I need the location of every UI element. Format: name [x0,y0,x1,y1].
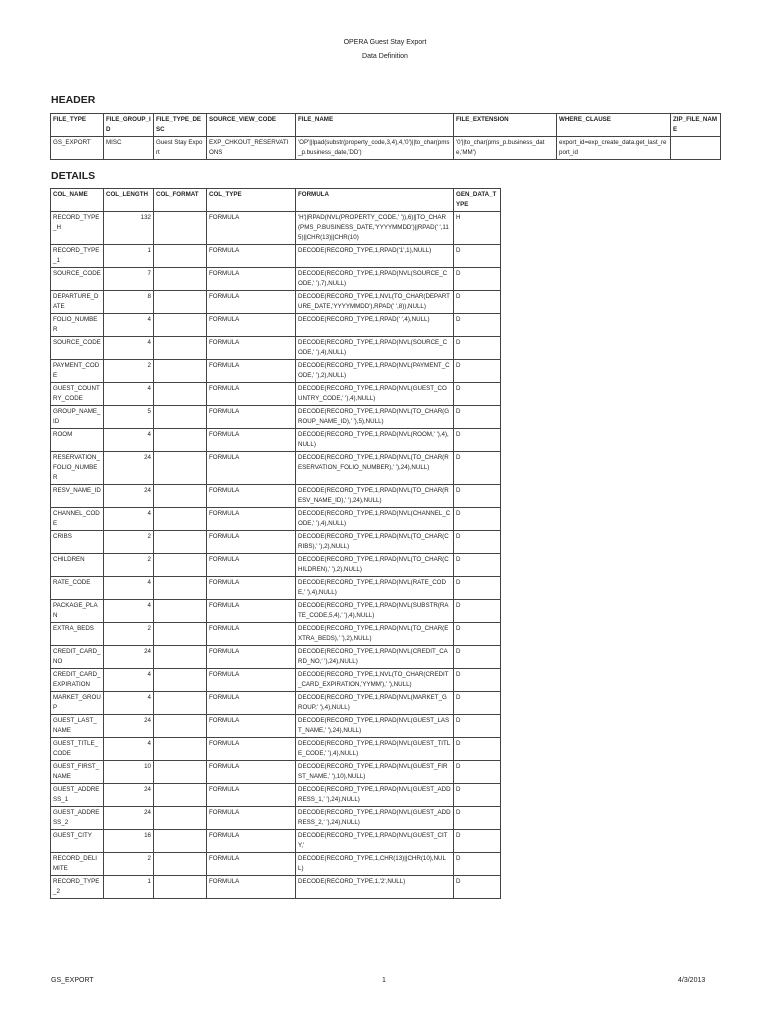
table-cell: FORMULA [207,485,296,508]
table-cell: 4 [104,669,154,692]
table-cell: RECORD_TYPE_2 [51,876,104,899]
table-cell: DECODE(RECORD_TYPE,1,RPAD(NVL(TO_CHAR(CHILDREN),' '),2),NULL) [296,554,454,577]
table-cell: D [454,715,501,738]
table-cell: 132 [104,212,154,245]
table-cell [671,137,721,160]
table-row [51,715,501,738]
table-cell: 1 [104,876,154,899]
table-cell: 2 [104,531,154,554]
table-cell: DECODE(RECORD_TYPE,1,RPAD(NVL(TO_CHAR(RESV_NAME_ID),' '),24),NULL) [296,485,454,508]
table-row [51,830,501,853]
table-cell [154,600,207,623]
table-cell: DECODE(RECORD_TYPE,1,RPAD(NVL(ROOM,' '),4),NULL) [296,429,454,452]
table-cell: 24 [104,784,154,807]
table-cell: export_id=exp_create_data.get_last_report_id [557,137,671,160]
table-cell: FORMULA [207,508,296,531]
column-header: FILE_GROUP_ID [104,114,154,137]
table-row [51,577,501,600]
table-cell: D [454,531,501,554]
table-cell [154,337,207,360]
table-cell: GUEST_LAST_NAME [51,715,104,738]
table-cell [154,245,207,268]
table-cell: DECODE(RECORD_TYPE,1,RPAD(NVL(GUEST_ADDRESS_1,' '),24),NULL) [296,784,454,807]
table-row [51,429,501,452]
table-cell: 4 [104,314,154,337]
table-cell: DECODE(RECORD_TYPE,1,RPAD(NVL(CHANNEL_CODE,' '),4),NULL) [296,508,454,531]
table-cell [154,761,207,784]
column-header: COL_FORMAT [154,189,207,212]
table-cell: DECODE(RECORD_TYPE,1,RPAD(NVL(PAYMENT_CODE,' '),2),NULL) [296,360,454,383]
table-row [51,554,501,577]
table-cell: EXP_CHKOUT_RESERVATIONS [207,137,296,160]
table-row [51,268,501,291]
column-header: FILE_NAME [296,114,454,137]
table-cell: RECORD_TYPE_1 [51,245,104,268]
table-cell [154,577,207,600]
table-cell: D [454,830,501,853]
table-cell: 2 [104,554,154,577]
table-cell: FORMULA [207,531,296,554]
document-title: OPERA Guest Stay Export [343,39,427,46]
header-table-header-row [51,114,721,137]
column-header: ZIP_FILE_NAME [671,114,721,137]
column-header: SOURCE_VIEW_CODE [207,114,296,137]
table-cell: D [454,853,501,876]
table-cell [154,406,207,429]
table-cell [154,485,207,508]
table-cell: DECODE(RECORD_TYPE,1,RPAD(NVL(GUEST_COUNTRY_CODE,' '),4),NULL) [296,383,454,406]
table-cell: FORMULA [207,337,296,360]
table-cell: D [454,738,501,761]
table-cell: 7 [104,268,154,291]
table-cell: 4 [104,508,154,531]
table-cell [154,807,207,830]
table-cell [154,554,207,577]
table-cell: EXTRA_BEDS [51,623,104,646]
table-cell: GUEST_ADDRESS_2 [51,807,104,830]
table-cell [154,314,207,337]
table-cell: DECODE(RECORD_TYPE,1,RPAD(NVL(MARKET_GROUP,' '),4),NULL) [296,692,454,715]
table-cell: FORMULA [207,383,296,406]
header-table [50,113,721,160]
table-cell: DECODE(RECORD_TYPE,1,RPAD(NVL(CREDIT_CARD_NO,' '),24),NULL) [296,646,454,669]
table-cell: FORMULA [207,876,296,899]
document-subtitle: Data Definition [362,53,408,60]
table-row [51,406,501,429]
table-cell: FORMULA [207,268,296,291]
header-table-row [51,137,721,160]
table-cell: DECODE(RECORD_TYPE,1,RPAD(NVL(TO_CHAR(GROUP_NAME_ID),' '),5),NULL) [296,406,454,429]
table-cell [154,692,207,715]
column-header: COL_NAME [51,189,104,212]
table-row [51,212,501,245]
table-cell: FORMULA [207,623,296,646]
table-cell: FORMULA [207,669,296,692]
table-cell: PAYMENT_CODE [51,360,104,383]
table-cell: D [454,600,501,623]
table-cell: DECODE(RECORD_TYPE,1,RPAD(NVL(SOURCE_CODE,' '),4),NULL) [296,337,454,360]
table-cell: D [454,360,501,383]
table-cell [154,784,207,807]
table-cell: GUEST_ADDRESS_1 [51,784,104,807]
table-cell: D [454,383,501,406]
table-cell: '0'||to_char(pms_p.business_date,'MM') [454,137,557,160]
table-cell: DECODE(RECORD_TYPE,1,RPAD(NVL(GUEST_FIRST_NAME,' '),10),NULL) [296,761,454,784]
table-cell: RESV_NAME_ID [51,485,104,508]
table-cell: DECODE(RECORD_TYPE,1,RPAD(NVL(SUBSTR(RATE_CODE,5,4),' '),4),NULL) [296,600,454,623]
table-cell: D [454,291,501,314]
table-row [51,692,501,715]
table-cell: 2 [104,853,154,876]
table-cell: 16 [104,830,154,853]
table-cell: 24 [104,807,154,830]
table-cell [154,212,207,245]
table-cell: 10 [104,761,154,784]
table-cell: GUEST_TITLE_CODE [51,738,104,761]
table-row [51,531,501,554]
table-cell: FORMULA [207,646,296,669]
table-cell: FORMULA [207,807,296,830]
table-cell: MISC [104,137,154,160]
column-header: FILE_TYPE_DESC [154,114,207,137]
table-cell [154,531,207,554]
table-cell: D [454,807,501,830]
table-cell [154,715,207,738]
table-cell [154,623,207,646]
table-cell: CREDIT_CARD_EXPIRATION [51,669,104,692]
table-cell: DECODE(RECORD_TYPE,1,RPAD(NVL(TO_CHAR(RESERVATION_FOLIO_NUMBER),' '),24),NULL) [296,452,454,485]
table-cell: GUEST_CITY [51,830,104,853]
table-cell: FOLIO_NUMBER [51,314,104,337]
table-cell: D [454,268,501,291]
table-cell: FORMULA [207,692,296,715]
table-cell: 4 [104,383,154,406]
table-cell: D [454,429,501,452]
table-cell: D [454,485,501,508]
table-cell: DEPARTURE_DATE [51,291,104,314]
table-row [51,508,501,531]
table-cell: 24 [104,485,154,508]
table-cell [154,738,207,761]
table-cell [154,452,207,485]
column-header: FORMULA [296,189,454,212]
details-section-title: DETAILS [51,170,96,182]
table-cell: GROUP_NAME_ID [51,406,104,429]
table-cell [154,646,207,669]
table-cell: DECODE(RECORD_TYPE,1,RPAD(NVL(GUEST_CITY,' [296,830,454,853]
table-cell: RECORD_TYPE_H [51,212,104,245]
table-cell: D [454,646,501,669]
table-cell: FORMULA [207,452,296,485]
table-cell [154,268,207,291]
table-cell: DECODE(RECORD_TYPE,1,NVL(TO_CHAR(CREDIT_CARD_EXPIRATION,'YYMM'),' '),NULL) [296,669,454,692]
table-cell: FORMULA [207,577,296,600]
table-cell: DECODE(RECORD_TYPE,1,RPAD(NVL(SOURCE_CODE,' '),7),NULL) [296,268,454,291]
column-header: FILE_EXTENSION [454,114,557,137]
table-row [51,600,501,623]
table-cell: D [454,245,501,268]
column-header: FILE_TYPE [51,114,104,137]
table-cell: DECODE(RECORD_TYPE,1,RPAD(NVL(TO_CHAR(CRIBS),' '),2),NULL) [296,531,454,554]
table-cell: 4 [104,337,154,360]
table-cell: 8 [104,291,154,314]
table-cell: DECODE(RECORD_TYPE,1,CHR(13)||CHR(10),NULL) [296,853,454,876]
column-header: GEN_DATA_TYPE [454,189,501,212]
table-cell: 4 [104,738,154,761]
table-cell: FORMULA [207,245,296,268]
table-cell: 4 [104,692,154,715]
table-cell: 2 [104,623,154,646]
table-cell: D [454,554,501,577]
table-cell: 24 [104,646,154,669]
table-cell: D [454,452,501,485]
table-cell: DECODE(RECORD_TYPE,1,RPAD(NVL(GUEST_TITLE_CODE,' '),4),NULL) [296,738,454,761]
table-cell: FORMULA [207,212,296,245]
table-cell: D [454,577,501,600]
footer-page-number: 1 [382,977,386,984]
table-row [51,853,501,876]
column-header: COL_LENGTH [104,189,154,212]
details-table-body [51,212,501,899]
table-row [51,360,501,383]
table-cell: GS_EXPORT [51,137,104,160]
table-row [51,291,501,314]
table-row [51,245,501,268]
table-row [51,784,501,807]
table-cell [154,853,207,876]
footer-file-type: GS_EXPORT [51,977,94,984]
table-cell: DECODE(RECORD_TYPE,1,RPAD(NVL(RATE_CODE,' '),4),NULL) [296,577,454,600]
table-cell: FORMULA [207,761,296,784]
table-cell: CREDIT_CARD_NO [51,646,104,669]
table-cell: GUEST_FIRST_NAME [51,761,104,784]
table-cell: ROOM [51,429,104,452]
table-row [51,337,501,360]
table-row [51,623,501,646]
table-cell: RESERVATION_FOLIO_NUMBER [51,452,104,485]
table-cell: DECODE(RECORD_TYPE,1,RPAD(NVL(GUEST_ADDRESS_2,' '),24),NULL) [296,807,454,830]
footer-date: 4/3/2013 [678,977,706,984]
table-cell: D [454,761,501,784]
table-cell: D [454,314,501,337]
table-row [51,738,501,761]
table-cell [154,383,207,406]
table-cell: RECORD_DELIMITE [51,853,104,876]
table-row [51,669,501,692]
table-cell: D [454,692,501,715]
table-cell: FORMULA [207,853,296,876]
table-cell: CHILDREN [51,554,104,577]
details-table-header-row [51,189,501,212]
table-cell: 'H'||RPAD(NVL(PROPERTY_CODE,' ')),6)||TO_CHAR(PMS_P.BUSINESS_DATE,'YYYYMMDD')||RPAD(' ',115)||CHR(13)||CHR(10) [296,212,454,245]
table-cell: 4 [104,600,154,623]
table-cell: PACKAGE_PLAN [51,600,104,623]
table-cell: DECODE(RECORD_TYPE,1,RPAD(NVL(GUEST_LAST_NAME,' '),24),NULL) [296,715,454,738]
table-cell: FORMULA [207,830,296,853]
table-cell [154,669,207,692]
header-section-title: HEADER [51,94,96,106]
table-cell: D [454,876,501,899]
table-cell [154,429,207,452]
table-cell: DECODE(RECORD_TYPE,1,RPAD(' ',4),NULL) [296,314,454,337]
table-cell: FORMULA [207,360,296,383]
table-cell: FORMULA [207,738,296,761]
table-cell: 24 [104,715,154,738]
table-cell: 2 [104,360,154,383]
details-table [50,188,501,899]
table-cell: 4 [104,577,154,600]
table-cell [154,360,207,383]
table-cell [154,508,207,531]
table-cell [154,291,207,314]
table-cell: DECODE(RECORD_TYPE,1,NVL(TO_CHAR(DEPARTURE_DATE,'YYYYMMDD'),RPAD(' ',8)),NULL) [296,291,454,314]
table-cell: 1 [104,245,154,268]
table-cell: 5 [104,406,154,429]
table-row [51,383,501,406]
table-cell: MARKET_GROUP [51,692,104,715]
table-cell: D [454,784,501,807]
table-row [51,452,501,485]
table-cell: D [454,508,501,531]
table-cell: SOURCE_CODE [51,268,104,291]
table-cell: FORMULA [207,406,296,429]
table-cell: CRIBS [51,531,104,554]
table-cell: DECODE(RECORD_TYPE,1,RPAD(NVL(TO_CHAR(EXTRA_BEDS),' '),2),NULL) [296,623,454,646]
table-cell: SOURCE_CODE [51,337,104,360]
table-cell: 24 [104,452,154,485]
table-row [51,485,501,508]
table-cell: D [454,337,501,360]
table-cell: FORMULA [207,554,296,577]
column-header: COL_TYPE [207,189,296,212]
column-header: WHERE_CLAUSE [557,114,671,137]
table-cell: D [454,669,501,692]
table-cell: D [454,623,501,646]
table-cell: DECODE(RECORD_TYPE,1,'2',NULL) [296,876,454,899]
table-cell: FORMULA [207,291,296,314]
table-cell: FORMULA [207,784,296,807]
table-row [51,807,501,830]
table-cell: RATE_CODE [51,577,104,600]
table-cell: GUEST_COUNTRY_CODE [51,383,104,406]
table-cell: 'OP'||lpad(substr(property_code,3,4),4,'0')||to_char(pms_p.business_date,'DD') [296,137,454,160]
table-row [51,761,501,784]
table-cell: FORMULA [207,429,296,452]
table-row [51,314,501,337]
table-cell: CHANNEL_CODE [51,508,104,531]
table-row [51,876,501,899]
table-cell [154,830,207,853]
table-cell: 4 [104,429,154,452]
table-cell [154,876,207,899]
table-cell: H [454,212,501,245]
table-cell: DECODE(RECORD_TYPE,1,RPAD('1',1),NULL) [296,245,454,268]
table-cell: FORMULA [207,314,296,337]
table-cell: FORMULA [207,600,296,623]
table-cell: FORMULA [207,715,296,738]
table-row [51,646,501,669]
table-cell: Guest Stay Export [154,137,207,160]
table-cell: D [454,406,501,429]
